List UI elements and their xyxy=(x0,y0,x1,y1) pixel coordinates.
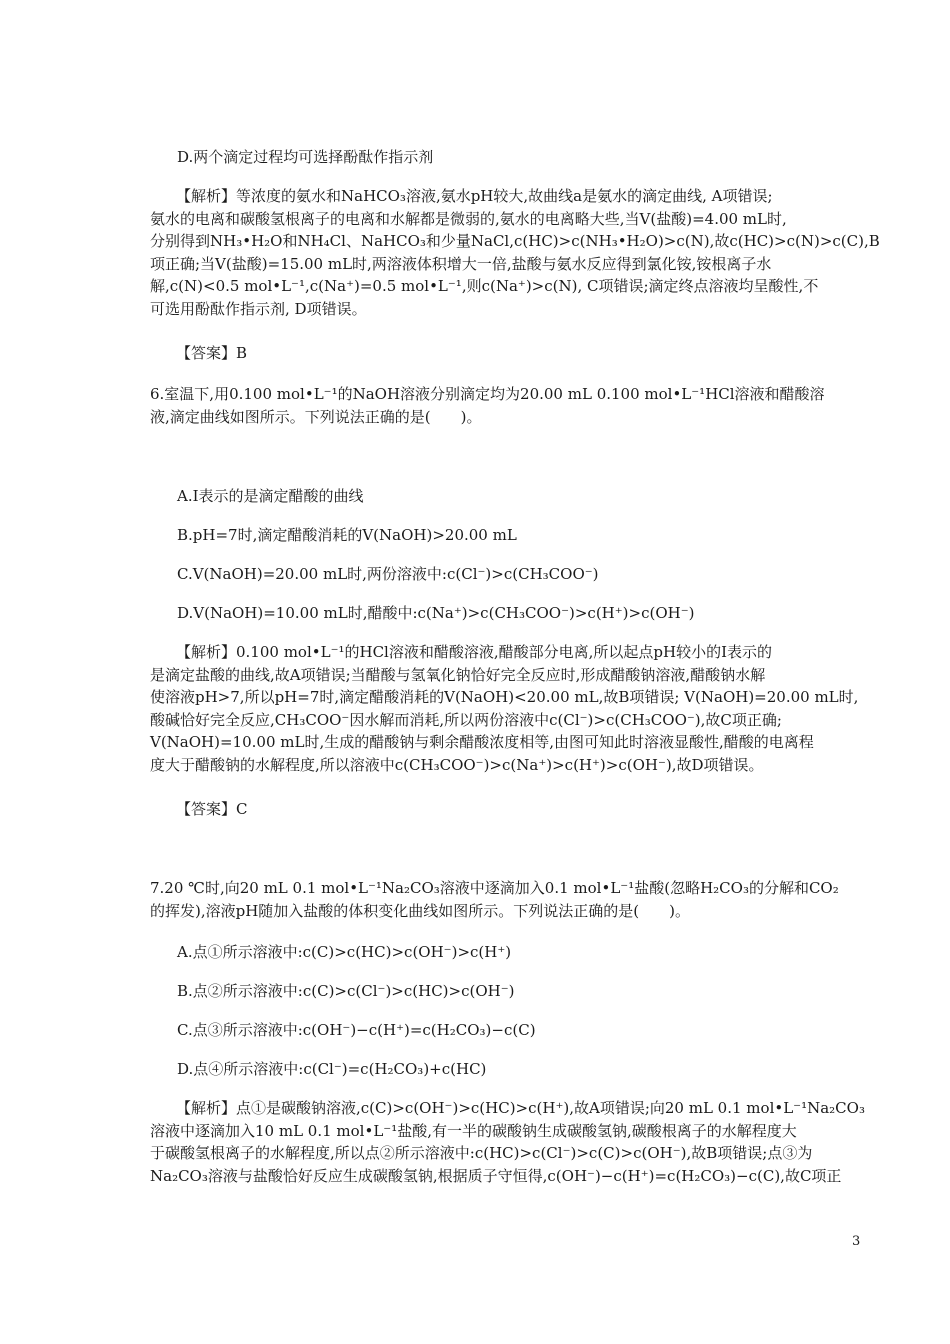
q6-option-c: C.V(NaOH)=20.00 mL时,两份溶液中:c(Cl⁻)>c(CH₃COO⁻) xyxy=(177,565,599,583)
q7-option-b: B.点②所示溶液中:c(C)>c(Cl⁻)>c(HC)>c(OH⁻) xyxy=(177,982,515,1000)
q5-analysis-line-6: 可选用酚酞作指示剂, D项错误。 xyxy=(150,299,367,318)
q6-analysis-line-3: 使溶液pH>7,所以pH=7时,滴定醋酸消耗的V(NaOH)<20.00 mL,故B项错误; V(NaOH)=20.00 mL时, xyxy=(150,688,859,706)
q6-stem-line-1: 6.室温下,用0.100 mol•L⁻¹的NaOH溶液分别滴定均为20.00 mL 0.100 mol•L⁻¹HCl溶液和醋酸溶 xyxy=(150,385,825,403)
q7-analysis-line-1: 【解析】点①是碳酸钠溶液,c(C)>c(OH⁻)>c(HC)>c(H⁺),故A项错误;向20 mL 0.1 mol•L⁻¹Na₂CO₃ xyxy=(176,1099,865,1117)
q5-analysis-line-4: 项正确;当V(盐酸)=15.00 mL时,两溶液体积增大一倍,盐酸与氨水反应得到氯化铵,铵根离子水 xyxy=(150,254,772,273)
q6-option-d: D.V(NaOH)=10.00 mL时,醋酸中:c(Na⁺)>c(CH₃COO⁻)>c(H⁺)>c(OH⁻) xyxy=(177,604,695,622)
q6-analysis-line-1: 【解析】0.100 mol•L⁻¹的HCl溶液和醋酸溶液,醋酸部分电离,所以起点pH较小的Ⅰ表示的 xyxy=(176,643,773,661)
q7-stem-line-1: 7.20 ℃时,向20 mL 0.1 mol•L⁻¹Na₂CO₃溶液中逐滴加入0.1 mol•L⁻¹盐酸(忽略H₂CO₃的分解和CO₂ xyxy=(150,879,839,897)
q6-option-a: A.Ⅰ表示的是滴定醋酸的曲线 xyxy=(177,487,364,505)
q6-analysis-line-4: 酸碱恰好完全反应,CH₃COO⁻因水解而消耗,所以两份溶液中c(Cl⁻)>c(CH₃COO⁻),故C项正确; xyxy=(150,710,782,729)
q5-analysis-line-2: 氨水的电离和碳酸氢根离子的电离和水解都是微弱的,氨水的电离略大些,当V(盐酸)=4.00 mL时, xyxy=(150,209,787,228)
q6-analysis-line-2: 是滴定盐酸的曲线,故A项错误;当醋酸与氢氧化钠恰好完全反应时,形成醋酸钠溶液,醋酸钠水解 xyxy=(150,665,766,684)
q7-analysis xyxy=(150,1097,865,1187)
q5-answer: 【答案】B xyxy=(176,344,248,362)
q7-option-a: A.点①所示溶液中:c(C)>c(HC)>c(OH⁻)>c(H⁺) xyxy=(177,943,512,961)
q7-option-c: C.点③所示溶液中:c(OH⁻)−c(H⁺)=c(H₂CO₃)−c(C) xyxy=(177,1021,536,1039)
q5-analysis xyxy=(150,185,880,320)
q7-analysis-line-4: Na₂CO₃溶液与盐酸恰好反应生成碳酸氢钠,根据质子守恒得,c(OH⁻)−c(H⁺)=c(H₂CO₃)−c(C),故C项正 xyxy=(150,1166,842,1185)
q6-option-b: B.pH=7时,滴定醋酸消耗的V(NaOH)>20.00 mL xyxy=(177,526,517,544)
q7-stem-line-2: 的挥发),溶液pH随加入盐酸的体积变化曲线如图所示。下列说法正确的是( )。 xyxy=(150,901,691,920)
q6-analysis-line-6: 度大于醋酸钠的水解程度,所以溶液中c(CH₃COO⁻)>c(Na⁺)>c(H⁺)>c(OH⁻),故D项错误。 xyxy=(150,755,764,774)
q6-stem xyxy=(150,383,862,428)
q5-option-d: D.两个滴定过程均可选择酚酞作指示剂 xyxy=(177,148,434,166)
q7-analysis-line-3: 于碳酸氢根离子的水解程度,所以点②所示溶液中:c(HC)>c(Cl⁻)>c(C)>c(OH⁻),故B项错误;点③为 xyxy=(150,1144,813,1162)
page-number: 3 xyxy=(852,1234,861,1249)
q6-stem-line-2: 液,滴定曲线如图所示。下列说法正确的是( )。 xyxy=(150,407,482,426)
q6-analysis-line-5: V(NaOH)=10.00 mL时,生成的醋酸钠与剩余醋酸浓度相等,由图可知此时溶液显酸性,醋酸的电离程 xyxy=(150,733,814,751)
q5-analysis-line-3: 分别得到NH₃•H₂O和NH₄Cl、NaHCO₃和少量NaCl,c(HC)>c(NH₃•H₂O)>c(N),故c(HC)>c(N)>c(C),B xyxy=(150,232,880,250)
q5-analysis-line-1: 【解析】等浓度的氨水和NaHCO₃溶液,氨水pH较大,故曲线a是氨水的滴定曲线, A项错误; xyxy=(176,187,773,205)
q6-answer: 【答案】C xyxy=(176,800,248,818)
q7-stem xyxy=(150,877,862,922)
q7-option-d: D.点④所示溶液中:c(Cl⁻)=c(H₂CO₃)+c(HC) xyxy=(177,1060,487,1078)
q6-analysis xyxy=(150,641,862,776)
q7-analysis-line-2: 溶液中逐滴加入10 mL 0.1 mol•L⁻¹盐酸,有一半的碳酸钠生成碳酸氢钠,碳酸根离子的水解程度大 xyxy=(150,1121,797,1140)
q5-analysis-line-5: 解,c(N)<0.5 mol•L⁻¹,c(Na⁺)=0.5 mol•L⁻¹,则c(Na⁺)>c(N), C项错误;滴定终点溶液均呈酸性,不 xyxy=(150,277,819,295)
